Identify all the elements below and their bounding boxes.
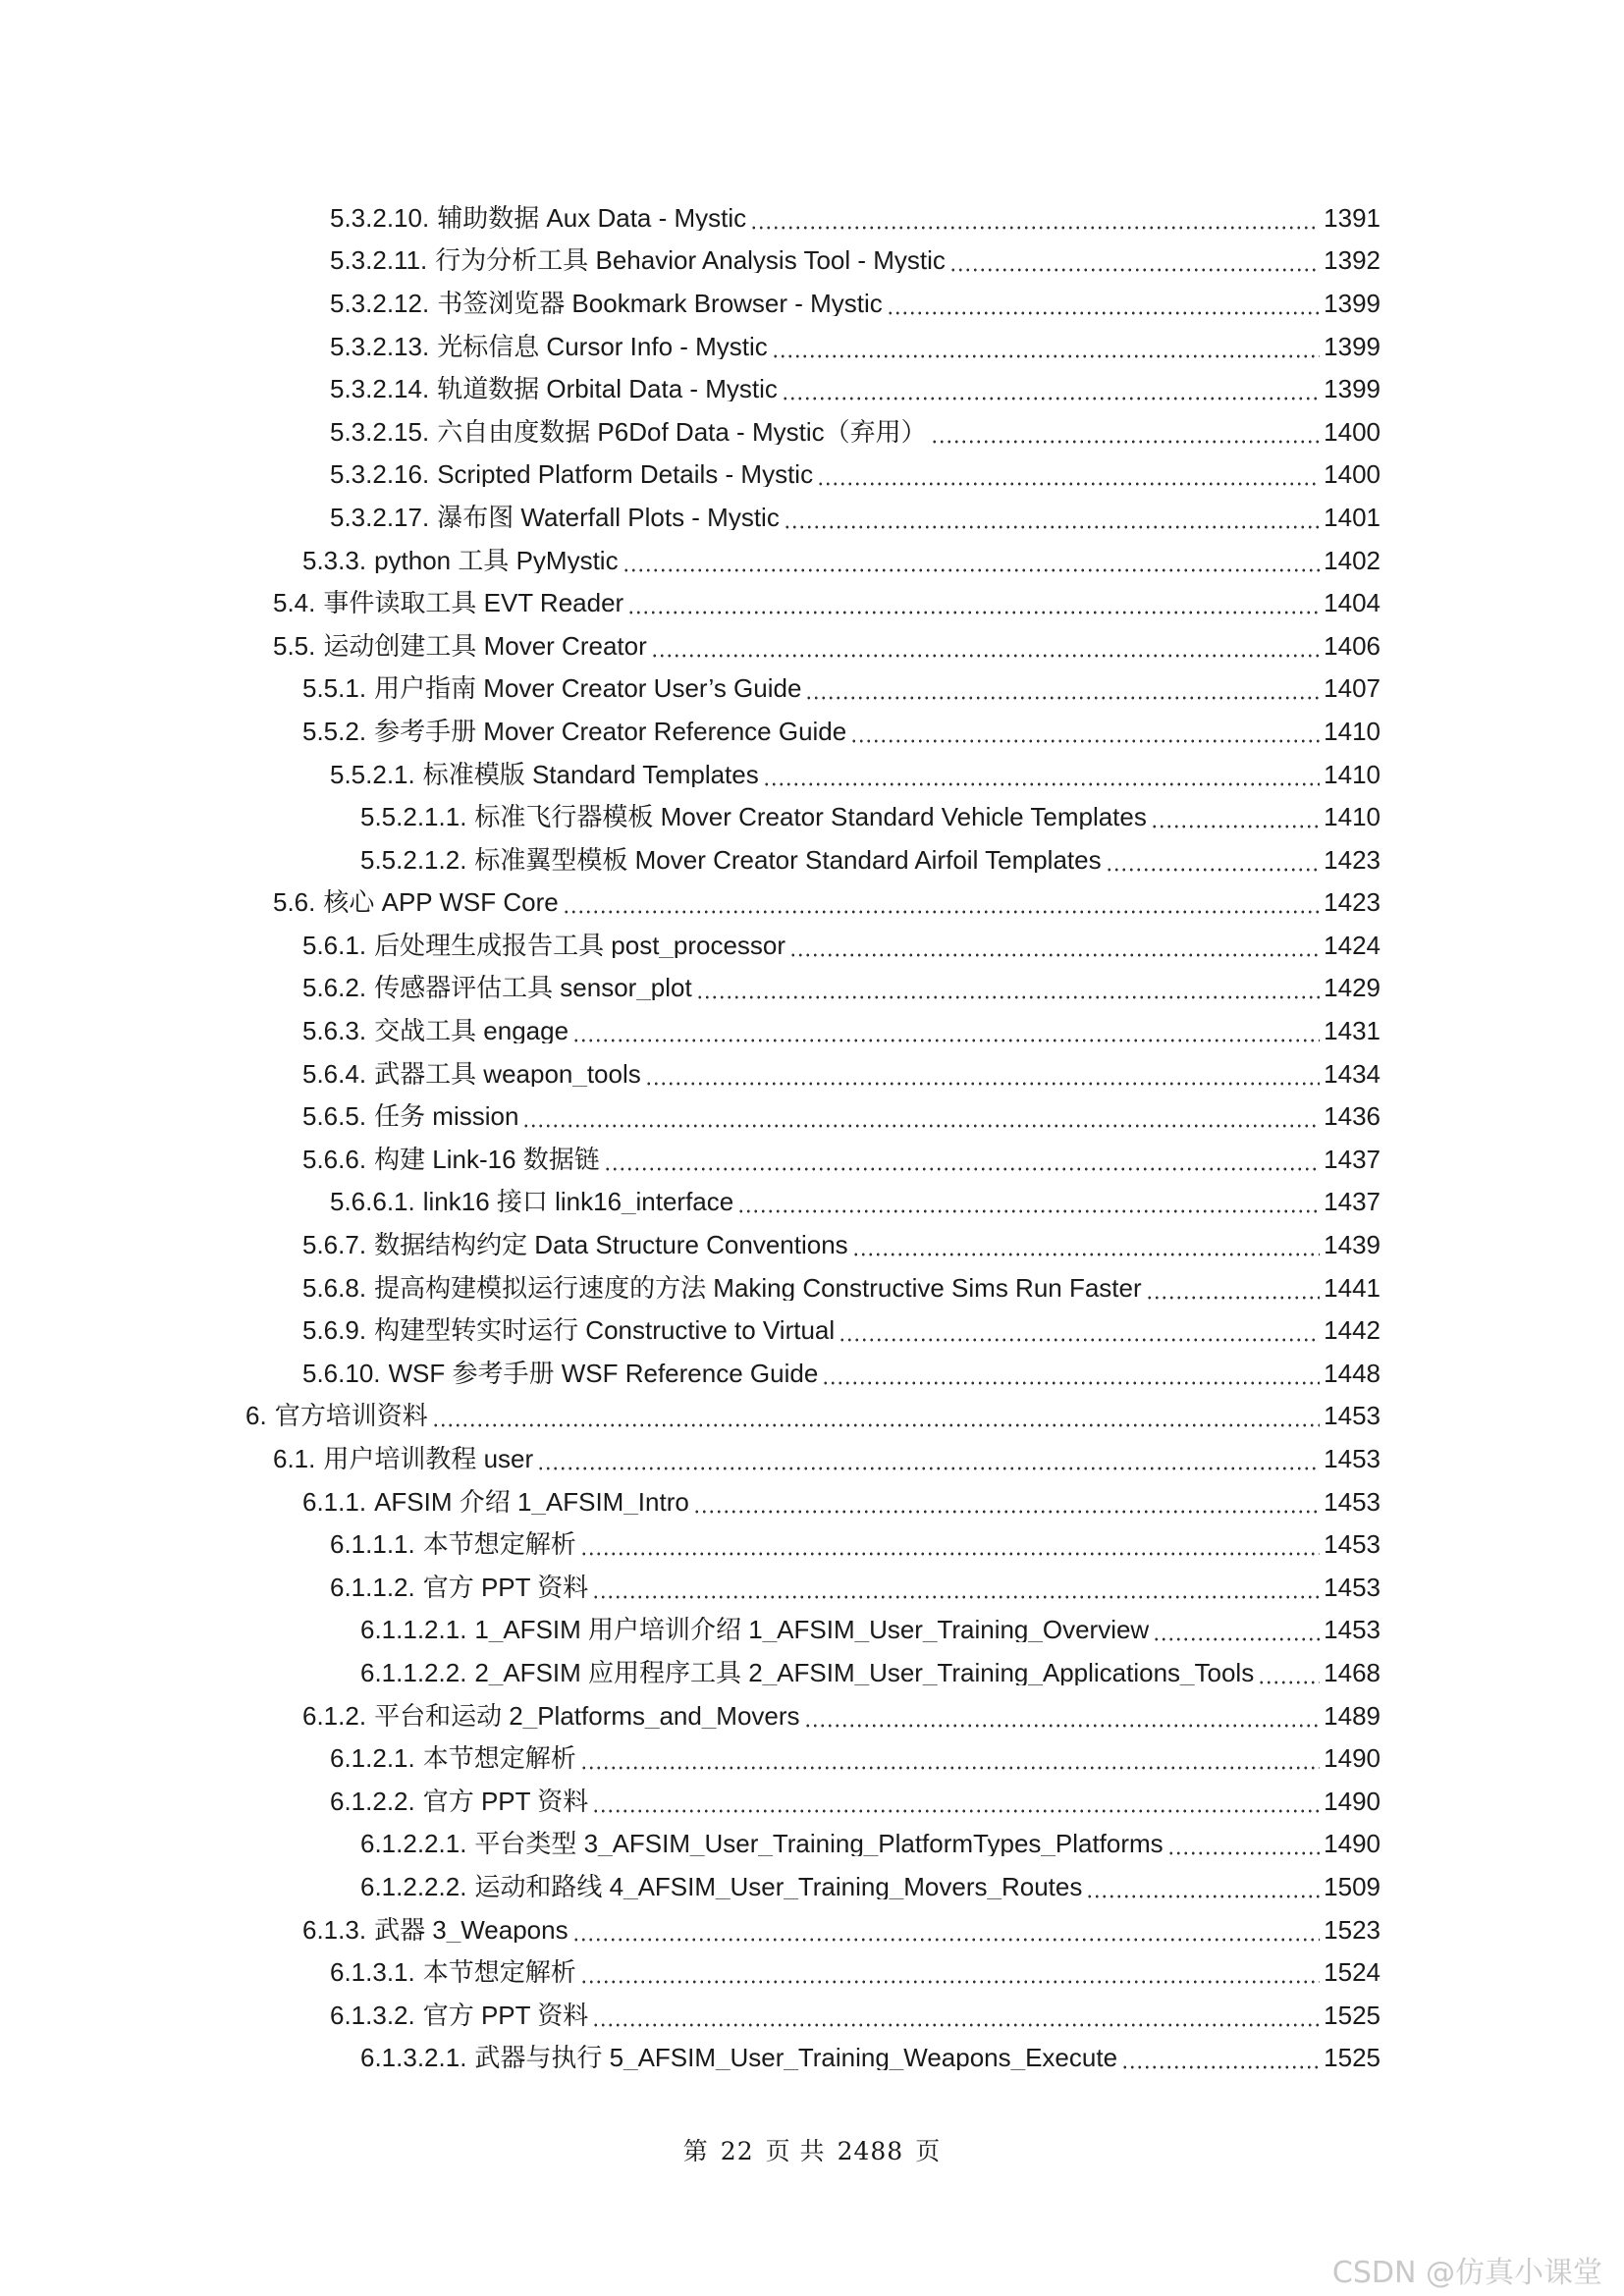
toc-entry-number: 5.6. xyxy=(273,887,316,918)
toc-entry[interactable] xyxy=(0,1865,1624,1908)
toc-dot-leader xyxy=(537,1446,1320,1471)
toc-entry-title: link16 接口 link16_interface xyxy=(422,1189,734,1215)
toc-entry-title: 交战工具 engage xyxy=(374,1018,569,1044)
toc-entry-title: 核心 APP WSF Core xyxy=(323,889,559,916)
toc-entry-title: 瀑布图 Waterfall Plots - Mystic xyxy=(437,504,780,530)
toc-entry-page-number: 1525 xyxy=(1324,2000,1380,2030)
toc-dot-leader xyxy=(852,1232,1320,1257)
toc-entry[interactable] xyxy=(0,1437,1624,1480)
toc-dot-leader xyxy=(522,1103,1320,1129)
toc-entry-page-number: 1424 xyxy=(1324,930,1380,960)
toc-entry-number: 6.1.1.2.1. xyxy=(360,1615,467,1645)
toc-dot-leader xyxy=(737,1189,1320,1214)
toc-dot-leader xyxy=(789,933,1320,958)
toc-entry-title: 标准飞行器模板 Mover Creator Standard Vehicle Templates xyxy=(474,804,1147,830)
toc-dot-leader xyxy=(651,633,1320,659)
toc-dot-leader xyxy=(1167,1831,1320,1856)
toc-entry-page-number: 1401 xyxy=(1324,502,1380,532)
toc-entry-title: python 工具 PyMystic xyxy=(374,547,619,573)
toc-entry[interactable] xyxy=(0,967,1624,1010)
toc-dot-leader xyxy=(580,1531,1320,1557)
table-of-contents xyxy=(0,196,1624,2079)
toc-entry-title: 平台和运动 2_Platforms_and_Movers xyxy=(374,1702,800,1729)
toc-entry-number: 6.1.2.2.1. xyxy=(360,1829,467,1859)
toc-entry-page-number: 1391 xyxy=(1324,202,1380,233)
toc-dot-leader xyxy=(1153,1617,1320,1642)
toc-dot-leader xyxy=(645,1061,1320,1087)
toc-entry[interactable] xyxy=(0,1395,1624,1438)
toc-entry[interactable] xyxy=(0,1609,1624,1652)
toc-dot-leader xyxy=(804,1703,1321,1729)
toc-entry-page-number: 1410 xyxy=(1324,759,1380,789)
toc-dot-leader xyxy=(580,1959,1320,1985)
toc-entry[interactable] xyxy=(0,1950,1624,1994)
toc-entry[interactable] xyxy=(0,240,1624,283)
toc-entry[interactable] xyxy=(0,1823,1624,1866)
toc-entry-title: 用户培训教程 user xyxy=(323,1446,534,1472)
toc-entry-title: 传感器评估工具 sensor_plot xyxy=(374,975,692,1001)
toc-entry-page-number: 1402 xyxy=(1324,545,1380,575)
toc-entry-number: 5.3.3. xyxy=(302,545,367,575)
toc-entry[interactable] xyxy=(0,1352,1624,1395)
toc-entry[interactable] xyxy=(0,624,1624,667)
toc-entry-page-number: 1423 xyxy=(1324,844,1380,875)
toc-entry-page-number: 1400 xyxy=(1324,416,1380,447)
toc-entry-title: 后处理生成报告工具 post_processor xyxy=(374,932,786,958)
toc-entry-title: 运动创建工具 Mover Creator xyxy=(323,632,647,659)
toc-dot-leader xyxy=(839,1317,1320,1343)
toc-entry-title: 书签浏览器 Bookmark Browser - Mystic xyxy=(437,290,883,316)
toc-entry[interactable] xyxy=(0,325,1624,368)
toc-dot-leader xyxy=(772,334,1320,359)
toc-entry[interactable] xyxy=(0,1566,1624,1609)
toc-entry-number: 5.3.2.10. xyxy=(330,202,430,233)
toc-entry-title: 官方 PPT 资料 xyxy=(422,1788,589,1814)
toc-dot-leader xyxy=(750,205,1320,231)
toc-entry-page-number: 1524 xyxy=(1324,1957,1380,1988)
toc-entry-number: 5.3.2.12. xyxy=(330,288,430,318)
toc-entry[interactable] xyxy=(0,539,1624,582)
toc-entry-page-number: 1404 xyxy=(1324,588,1380,618)
toc-entry[interactable] xyxy=(0,1908,1624,1951)
toc-entry-number: 6.1.3.2.1. xyxy=(360,2043,467,2073)
toc-entry-title: 数据结构约定 Data Structure Conventions xyxy=(374,1232,848,1258)
toc-entry-number: 6.1.1.1. xyxy=(330,1529,415,1560)
toc-entry-title: 武器工具 weapon_tools xyxy=(374,1060,641,1087)
toc-entry-number: 5.3.2.17. xyxy=(330,502,430,532)
toc-entry-title: 官方 PPT 资料 xyxy=(422,2002,589,2028)
toc-entry-number: 5.5.2.1.1. xyxy=(360,802,467,832)
toc-entry-page-number: 1439 xyxy=(1324,1230,1380,1260)
toc-entry-title: 1_AFSIM 用户培训介绍 1_AFSIM_User_Training_Overview xyxy=(474,1617,1150,1643)
toc-dot-leader xyxy=(805,675,1320,701)
toc-entry-page-number: 1423 xyxy=(1324,887,1380,918)
toc-entry[interactable] xyxy=(0,496,1624,539)
toc-entry-page-number: 1407 xyxy=(1324,673,1380,704)
toc-entry-page-number: 1400 xyxy=(1324,459,1380,490)
toc-entry-page-number: 1453 xyxy=(1324,1572,1380,1602)
toc-entry-page-number: 1525 xyxy=(1324,2043,1380,2073)
toc-entry[interactable] xyxy=(0,581,1624,624)
toc-entry-title: Scripted Platform Details - Mystic xyxy=(437,461,814,488)
toc-entry-number: 5.5. xyxy=(273,630,316,661)
toc-entry[interactable] xyxy=(0,1138,1624,1181)
toc-entry-page-number: 1490 xyxy=(1324,1743,1380,1774)
toc-entry-page-number: 1441 xyxy=(1324,1272,1380,1303)
csdn-watermark: CSDN @仿真小课堂 xyxy=(1331,2256,1602,2290)
toc-entry-title: AFSIM 介绍 1_AFSIM_Intro xyxy=(374,1488,689,1515)
toc-entry-number: 6.1.2. xyxy=(302,1700,367,1731)
toc-entry-number: 5.5.2. xyxy=(302,716,367,746)
footer-current-page: 22 xyxy=(720,2137,754,2165)
toc-entry[interactable] xyxy=(0,1694,1624,1737)
toc-entry-number: 6.1.1. xyxy=(302,1486,367,1517)
footer-total-pages: 2488 xyxy=(837,2137,904,2165)
toc-entry-number: 6.1.1.2.2. xyxy=(360,1657,467,1687)
toc-entry-title: 本节想定解析 xyxy=(422,1959,576,1986)
toc-entry[interactable] xyxy=(0,1308,1624,1352)
toc-entry-page-number: 1448 xyxy=(1324,1358,1380,1388)
toc-dot-leader xyxy=(763,762,1320,787)
toc-entry-number: 6.1.2.2.2. xyxy=(360,1871,467,1901)
toc-entry-page-number: 1434 xyxy=(1324,1058,1380,1089)
toc-entry-title: 2_AFSIM 应用程序工具 2_AFSIM_User_Training_Applications_Tools xyxy=(474,1659,1255,1685)
toc-entry-title: 标准模版 Standard Templates xyxy=(422,761,759,787)
toc-entry-number: 5.6.1. xyxy=(302,930,367,960)
toc-entry[interactable] xyxy=(0,454,1624,497)
toc-entry-page-number: 1453 xyxy=(1324,1401,1380,1431)
toc-entry-page-number: 1410 xyxy=(1324,716,1380,746)
page-footer xyxy=(0,2132,1624,2167)
toc-entry-number: 5.6.2. xyxy=(302,973,367,1003)
toc-dot-leader xyxy=(782,376,1320,401)
toc-entry-page-number: 1509 xyxy=(1324,1871,1380,1901)
toc-entry[interactable] xyxy=(0,282,1624,325)
toc-entry-page-number: 1489 xyxy=(1324,1700,1380,1731)
toc-dot-leader xyxy=(696,975,1320,1000)
toc-dot-leader xyxy=(572,1917,1321,1943)
toc-entry-number: 5.6.4. xyxy=(302,1058,367,1089)
toc-dot-leader xyxy=(1146,1275,1321,1301)
toc-entry-title: 标准翼型模板 Mover Creator Standard Airfoil Templates xyxy=(474,846,1102,873)
toc-entry-title: 本节想定解析 xyxy=(422,1745,576,1772)
toc-entry[interactable] xyxy=(0,838,1624,881)
toc-entry[interactable] xyxy=(0,1651,1624,1694)
toc-entry-page-number: 1431 xyxy=(1324,1016,1380,1046)
toc-entry-number: 5.5.1. xyxy=(302,673,367,704)
toc-entry-page-number: 1437 xyxy=(1324,1144,1380,1174)
toc-entry-number: 6.1.3.2. xyxy=(330,2000,415,2030)
toc-entry-title: 运动和路线 4_AFSIM_User_Training_Movers_Routes xyxy=(474,1873,1083,1899)
toc-entry-title: 构建 Link-16 数据链 xyxy=(374,1146,600,1172)
footer-middle: 页 共 xyxy=(765,2137,826,2165)
toc-entry-page-number: 1453 xyxy=(1324,1444,1380,1474)
toc-entry[interactable] xyxy=(0,1223,1624,1266)
toc-entry-number: 6.1.3.1. xyxy=(330,1957,415,1988)
toc-entry[interactable] xyxy=(0,2037,1624,2080)
footer-prefix: 第 xyxy=(682,2137,709,2165)
toc-entry-number: 5.3.2.14. xyxy=(330,374,430,404)
toc-entry-page-number: 1399 xyxy=(1324,374,1380,404)
toc-entry-page-number: 1399 xyxy=(1324,288,1380,318)
toc-entry-number: 6.1.2.2. xyxy=(330,1786,415,1816)
toc-entry-title: 辅助数据 Aux Data - Mystic xyxy=(437,204,747,231)
toc-entry[interactable] xyxy=(0,795,1624,838)
footer-suffix: 页 xyxy=(915,2137,942,2165)
toc-entry-number: 5.5.2.1. xyxy=(330,759,415,789)
toc-entry-page-number: 1453 xyxy=(1324,1486,1380,1517)
toc-entry-page-number: 1406 xyxy=(1324,630,1380,661)
toc-entry[interactable] xyxy=(0,1095,1624,1138)
toc-entry-number: 5.3.2.11. xyxy=(330,245,428,276)
toc-entry-page-number: 1453 xyxy=(1324,1615,1380,1645)
toc-entry[interactable] xyxy=(0,1736,1624,1780)
toc-dot-leader xyxy=(887,291,1320,316)
toc-entry-number: 5.4. xyxy=(273,588,316,618)
toc-dot-leader xyxy=(693,1489,1320,1515)
toc-entry-number: 5.6.6.1. xyxy=(330,1187,415,1217)
toc-dot-leader xyxy=(1086,1874,1320,1899)
toc-entry-page-number: 1399 xyxy=(1324,331,1380,361)
toc-entry-number: 6.1.2.1. xyxy=(330,1743,415,1774)
toc-entry-number: 5.3.2.16. xyxy=(330,459,430,490)
toc-entry-title: 六自由度数据 P6Dof Data - Mystic（弃用） xyxy=(437,418,927,445)
toc-dot-leader xyxy=(1106,847,1321,873)
toc-dot-leader xyxy=(817,461,1320,487)
toc-entry-title: 事件读取工具 EVT Reader xyxy=(323,590,624,616)
toc-entry[interactable] xyxy=(0,410,1624,454)
toc-dot-leader xyxy=(949,247,1320,273)
toc-entry[interactable] xyxy=(0,667,1624,711)
toc-dot-leader xyxy=(627,590,1320,615)
toc-entry[interactable] xyxy=(0,1009,1624,1052)
toc-entry[interactable] xyxy=(0,1266,1624,1309)
toc-entry-number: 5.6.8. xyxy=(302,1272,367,1303)
toc-entry-title: 光标信息 Cursor Info - Mystic xyxy=(437,333,768,359)
toc-entry-number: 6.1.1.2. xyxy=(330,1572,415,1602)
toc-entry-page-number: 1523 xyxy=(1324,1914,1380,1945)
toc-entry-number: 5.6.9. xyxy=(302,1315,367,1346)
toc-entry-title: 轨道数据 Orbital Data - Mystic xyxy=(437,376,778,402)
toc-entry-number: 5.6.10. xyxy=(302,1358,381,1388)
toc-dot-leader xyxy=(784,505,1320,530)
toc-entry-number: 6. xyxy=(245,1401,267,1431)
toc-entry-title: 构建型转实时运行 Constructive to Virtual xyxy=(374,1317,836,1344)
toc-entry[interactable] xyxy=(0,710,1624,753)
toc-entry-title: 平台类型 3_AFSIM_User_Training_PlatformTypes_Platforms xyxy=(474,1831,1164,1857)
toc-entry-page-number: 1490 xyxy=(1324,1829,1380,1859)
toc-dot-leader xyxy=(592,2002,1320,2028)
toc-dot-leader xyxy=(572,1018,1320,1043)
toc-entry-page-number: 1453 xyxy=(1324,1529,1380,1560)
toc-entry-number: 5.6.3. xyxy=(302,1016,367,1046)
toc-entry-title: 提高构建模拟运行速度的方法 Making Constructive Sims Run Faster xyxy=(374,1274,1142,1301)
toc-dot-leader xyxy=(604,1147,1320,1172)
toc-dot-leader xyxy=(592,1789,1320,1814)
toc-entry[interactable] xyxy=(0,1994,1624,2037)
toc-entry[interactable] xyxy=(0,367,1624,410)
toc-dot-leader xyxy=(822,1361,1320,1386)
toc-entry-page-number: 1442 xyxy=(1324,1315,1380,1346)
toc-entry[interactable] xyxy=(0,1181,1624,1224)
toc-entry-page-number: 1410 xyxy=(1324,802,1380,832)
toc-entry-title: 本节想定解析 xyxy=(422,1531,576,1558)
toc-entry[interactable] xyxy=(0,1780,1624,1823)
toc-dot-leader xyxy=(931,419,1321,445)
toc-entry-number: 5.6.7. xyxy=(302,1230,367,1260)
toc-entry-title: 行为分析工具 Behavior Analysis Tool - Mystic xyxy=(435,247,946,274)
toc-dot-leader xyxy=(592,1575,1320,1600)
toc-entry-number: 5.3.2.13. xyxy=(330,331,430,361)
toc-entry-page-number: 1429 xyxy=(1324,973,1380,1003)
toc-entry[interactable] xyxy=(0,1522,1624,1566)
toc-dot-leader xyxy=(1258,1660,1320,1685)
toc-entry-number: 5.3.2.15. xyxy=(330,416,430,447)
toc-entry-number: 5.6.5. xyxy=(302,1101,367,1132)
toc-entry-page-number: 1392 xyxy=(1324,245,1380,276)
toc-entry-page-number: 1436 xyxy=(1324,1101,1380,1132)
toc-dot-leader xyxy=(1121,2045,1320,2070)
toc-entry-number: 6.1.3. xyxy=(302,1914,367,1945)
toc-entry-title: 官方培训资料 xyxy=(274,1403,428,1429)
toc-dot-leader xyxy=(563,889,1320,915)
toc-entry-title: 武器 3_Weapons xyxy=(374,1916,568,1943)
toc-entry-title: 用户指南 Mover Creator User’s Guide xyxy=(374,675,802,702)
toc-dot-leader xyxy=(623,548,1321,573)
toc-entry-number: 5.5.2.1.2. xyxy=(360,844,467,875)
toc-entry[interactable] xyxy=(0,1052,1624,1095)
toc-entry-number: 5.6.6. xyxy=(302,1144,367,1174)
toc-entry[interactable] xyxy=(0,1480,1624,1523)
toc-entry[interactable] xyxy=(0,196,1624,240)
toc-entry-page-number: 1490 xyxy=(1324,1786,1380,1816)
toc-dot-leader xyxy=(432,1403,1320,1428)
toc-dot-leader xyxy=(1151,804,1320,829)
toc-entry-title: WSF 参考手册 WSF Reference Guide xyxy=(388,1360,819,1386)
toc-entry-number: 6.1. xyxy=(273,1444,316,1474)
toc-entry-page-number: 1437 xyxy=(1324,1187,1380,1217)
toc-entry[interactable] xyxy=(0,924,1624,967)
toc-entry-title: 参考手册 Mover Creator Reference Guide xyxy=(374,718,847,744)
toc-entry[interactable] xyxy=(0,753,1624,796)
toc-entry-title: 任务 mission xyxy=(374,1103,519,1130)
toc-dot-leader xyxy=(580,1745,1320,1771)
toc-dot-leader xyxy=(850,719,1320,744)
toc-entry-title: 武器与执行 5_AFSIM_User_Training_Weapons_Execute xyxy=(474,2045,1118,2071)
toc-entry-page-number: 1468 xyxy=(1324,1657,1380,1687)
toc-entry-title: 官方 PPT 资料 xyxy=(422,1574,589,1600)
toc-entry[interactable] xyxy=(0,881,1624,925)
